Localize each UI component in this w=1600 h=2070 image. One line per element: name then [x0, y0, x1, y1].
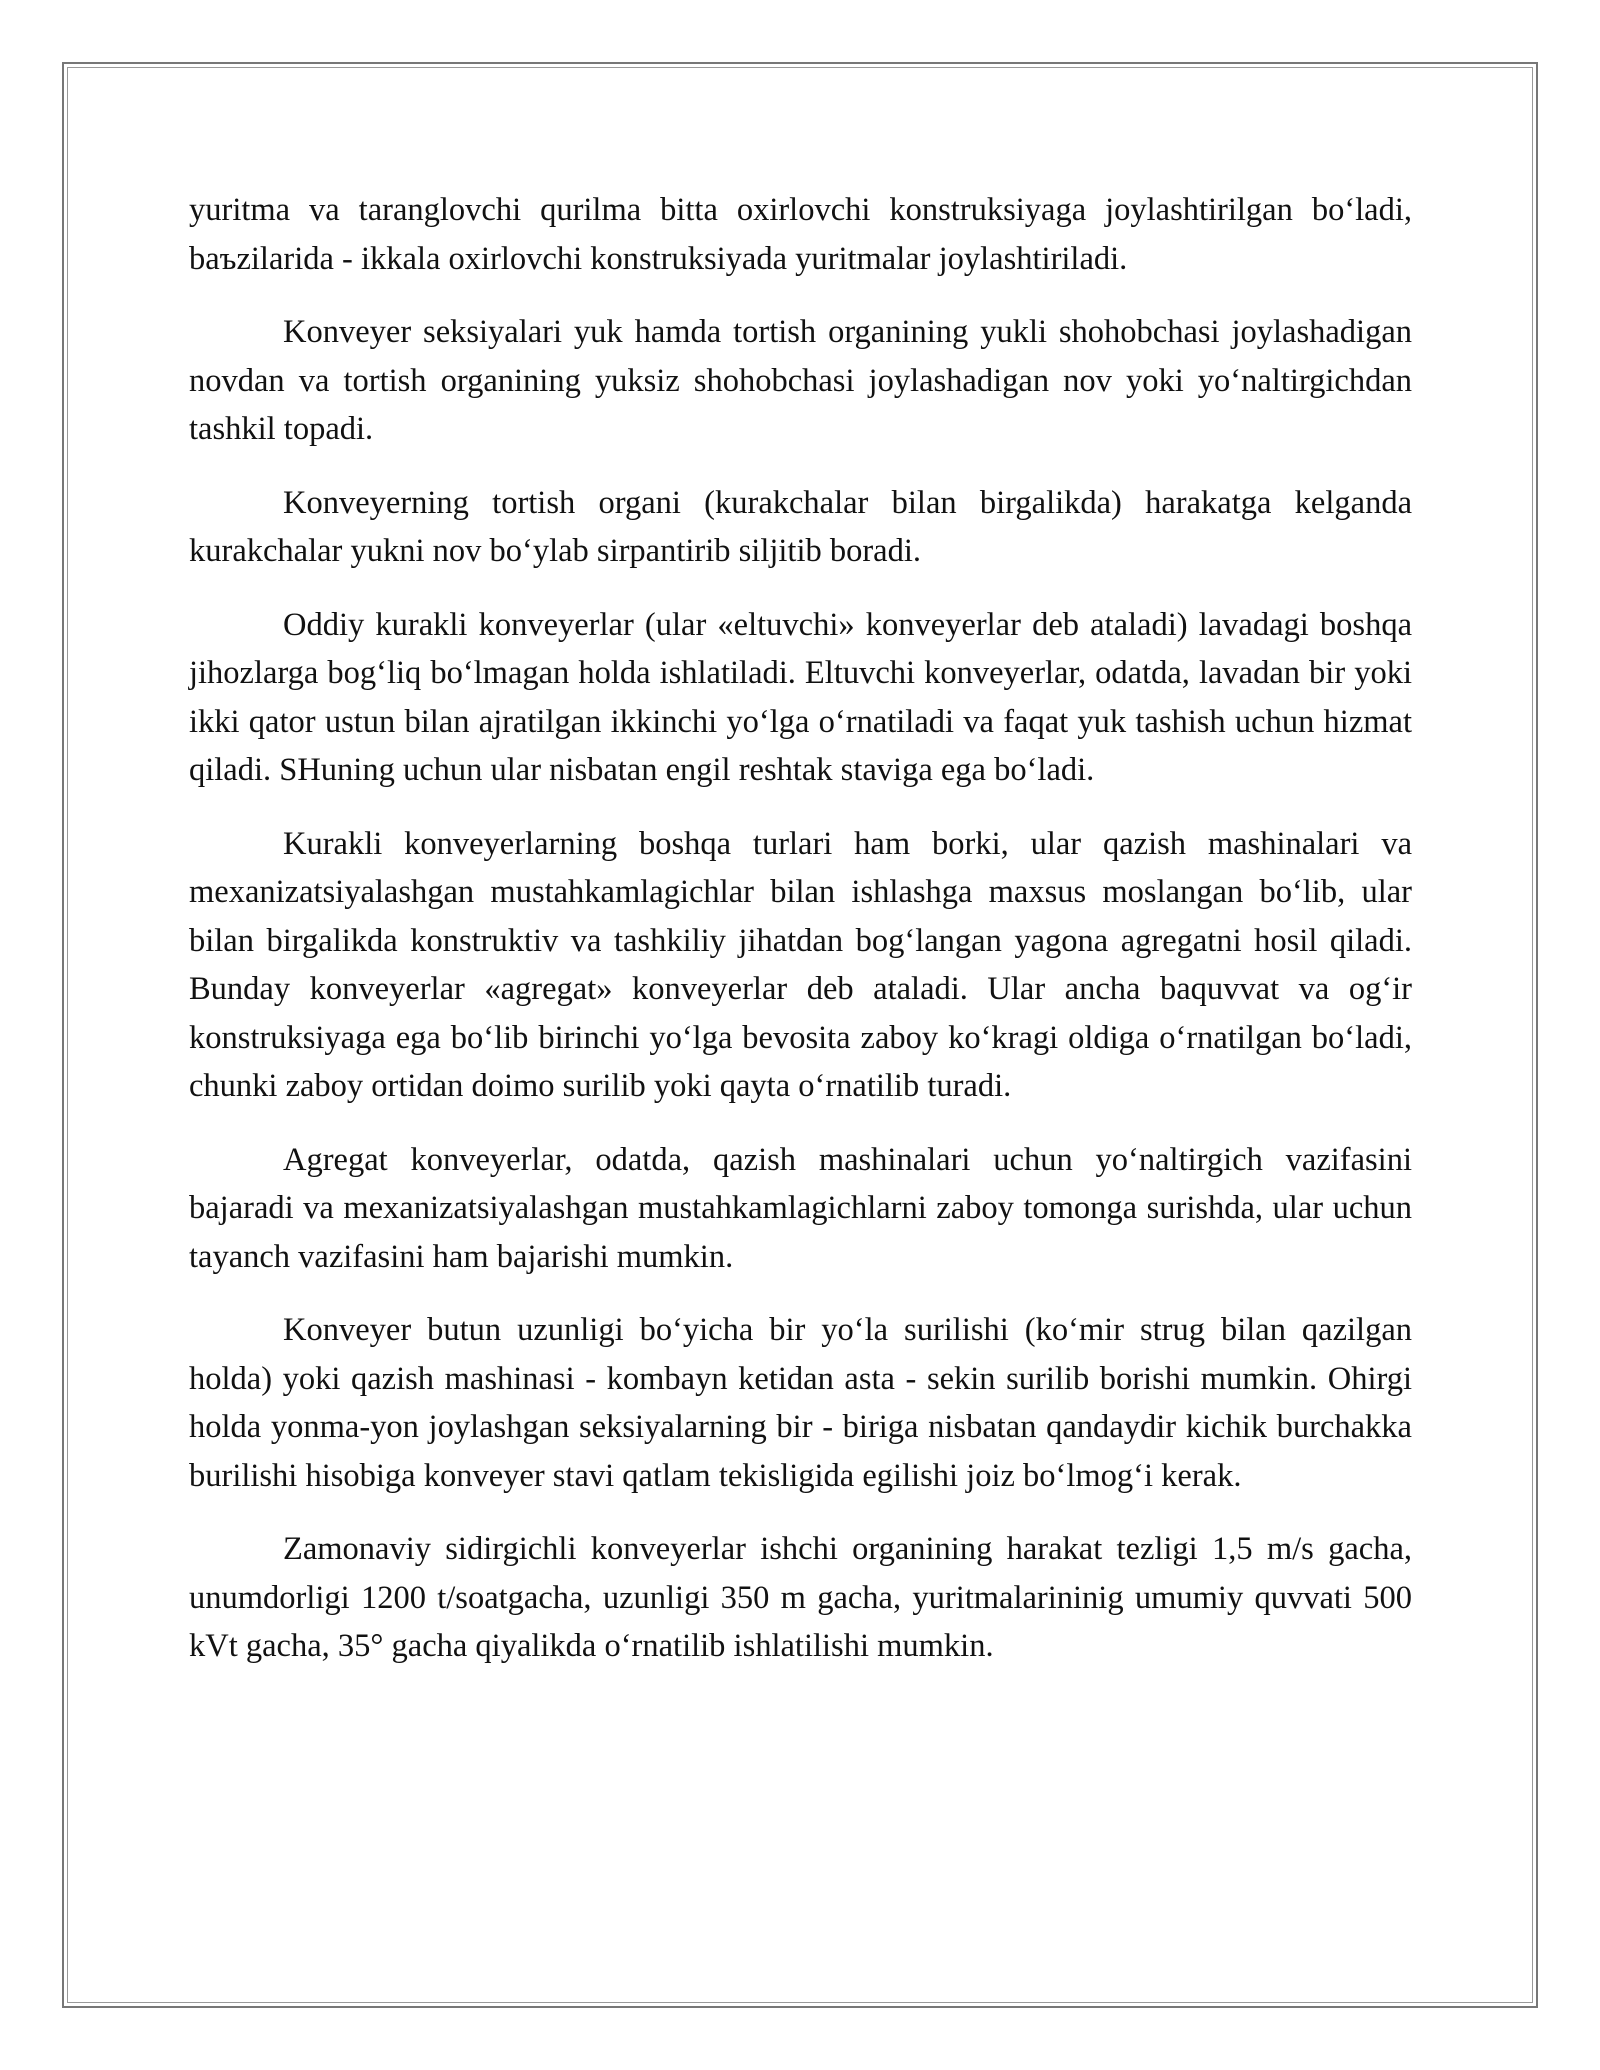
- paragraph: Kurakli konveyerlarning boshqa turlari ham borki, ular qazish mashinalari va mexanizatsiyalashgan mustahkamlagichlar bilan ishlashga maxsus moslangan bo‘lib, ular bilan birgalikda konstruktiv va tashkiliy jihatdan bog‘langan yagona agregatni hosil qiladi. Bunday konveyerlar «agregat» konveyerlar deb ataladi. Ular ancha baquvvat va og‘ir konstruksiyaga ega bo‘lib birinchi yo‘lga bevosita zaboy ko‘kragi oldiga o‘rnatilgan bo‘ladi, chunki zaboy ortidan doimo surilib yoki qayta o‘rnatilib turadi.: [189, 825, 1412, 1104]
- paragraph: Oddiy kurakli konveyerlar (ular «eltuvchi» konveyerlar deb ataladi) lavadagi boshqa jihozlarga bog‘liq bo‘lmagan holda ishlatiladi. Eltuvchi konveyerlar, odatda, lavadan bir yoki ikki qator ustun bilan ajratilgan ikkinchi yo‘lga o‘rnatiladi va faqat yuk tashish uchun hizmat qiladi. SHuning uchun ular nisbatan engil reshtak staviga ega bo‘ladi.: [189, 606, 1412, 788]
- paragraph: yuritma va taranglovchi qurilma bitta oxirlovchi konstruksiyaga joylashtirilgan bo‘ladi, baъzilarida - ikkala oxirlovchi konstruksiyada yuritmalar joylashtiriladi.: [189, 192, 1412, 277]
- paragraph: Zamonaviy sidirgichli konveyerlar ishchi organining harakat tezligi 1,5 m/s gacha, unumdorligi 1200 t/soatgacha, uzunligi 350 m gacha, yuritmalarininig umumiy quvvati 500 kVt gacha, 35° gacha qiyalikda o‘rnatilib ishlatilishi mumkin.: [189, 1531, 1412, 1664]
- document-body: [189, 186, 1412, 1696]
- paragraph: Konveyerning tortish organi (kurakchalar bilan birgalikda) harakatga kelganda kurakchalar yukni nov bo‘ylab sirpantirib siljitib boradi.: [189, 484, 1412, 569]
- paragraph: Agregat konveyerlar, odatda, qazish mashinalari uchun yo‘naltirgich vazifasini bajaradi va mexanizatsiyalashgan mustahkamlagichlarni zaboy tomonga surishda, ular uchun tayanch vazifasini ham bajarishi mumkin.: [189, 1141, 1412, 1275]
- paragraph: Konveyer seksiyalari yuk hamda tortish organining yukli shohobchasi joylashadigan novdan va tortish organining yuksiz shohobchasi joylashadigan nov yoki yo‘naltirgichdan tashkil topadi.: [189, 314, 1412, 447]
- paragraph: Konveyer butun uzunligi bo‘yicha bir yo‘la surilishi (ko‘mir strug bilan qazilgan holda) yoki qazish mashinasi - kombayn ketidan asta - sekin surilib borishi mumkin. Ohirgi holda yonma-yon joylashgan seksiyalarning bir - biriga nisbatan qandaydir kichik burchakka burilishi hisobiga konveyer stavi qatlam tekisligida egilishi joiz bo‘lmog‘i kerak.: [189, 1312, 1412, 1494]
